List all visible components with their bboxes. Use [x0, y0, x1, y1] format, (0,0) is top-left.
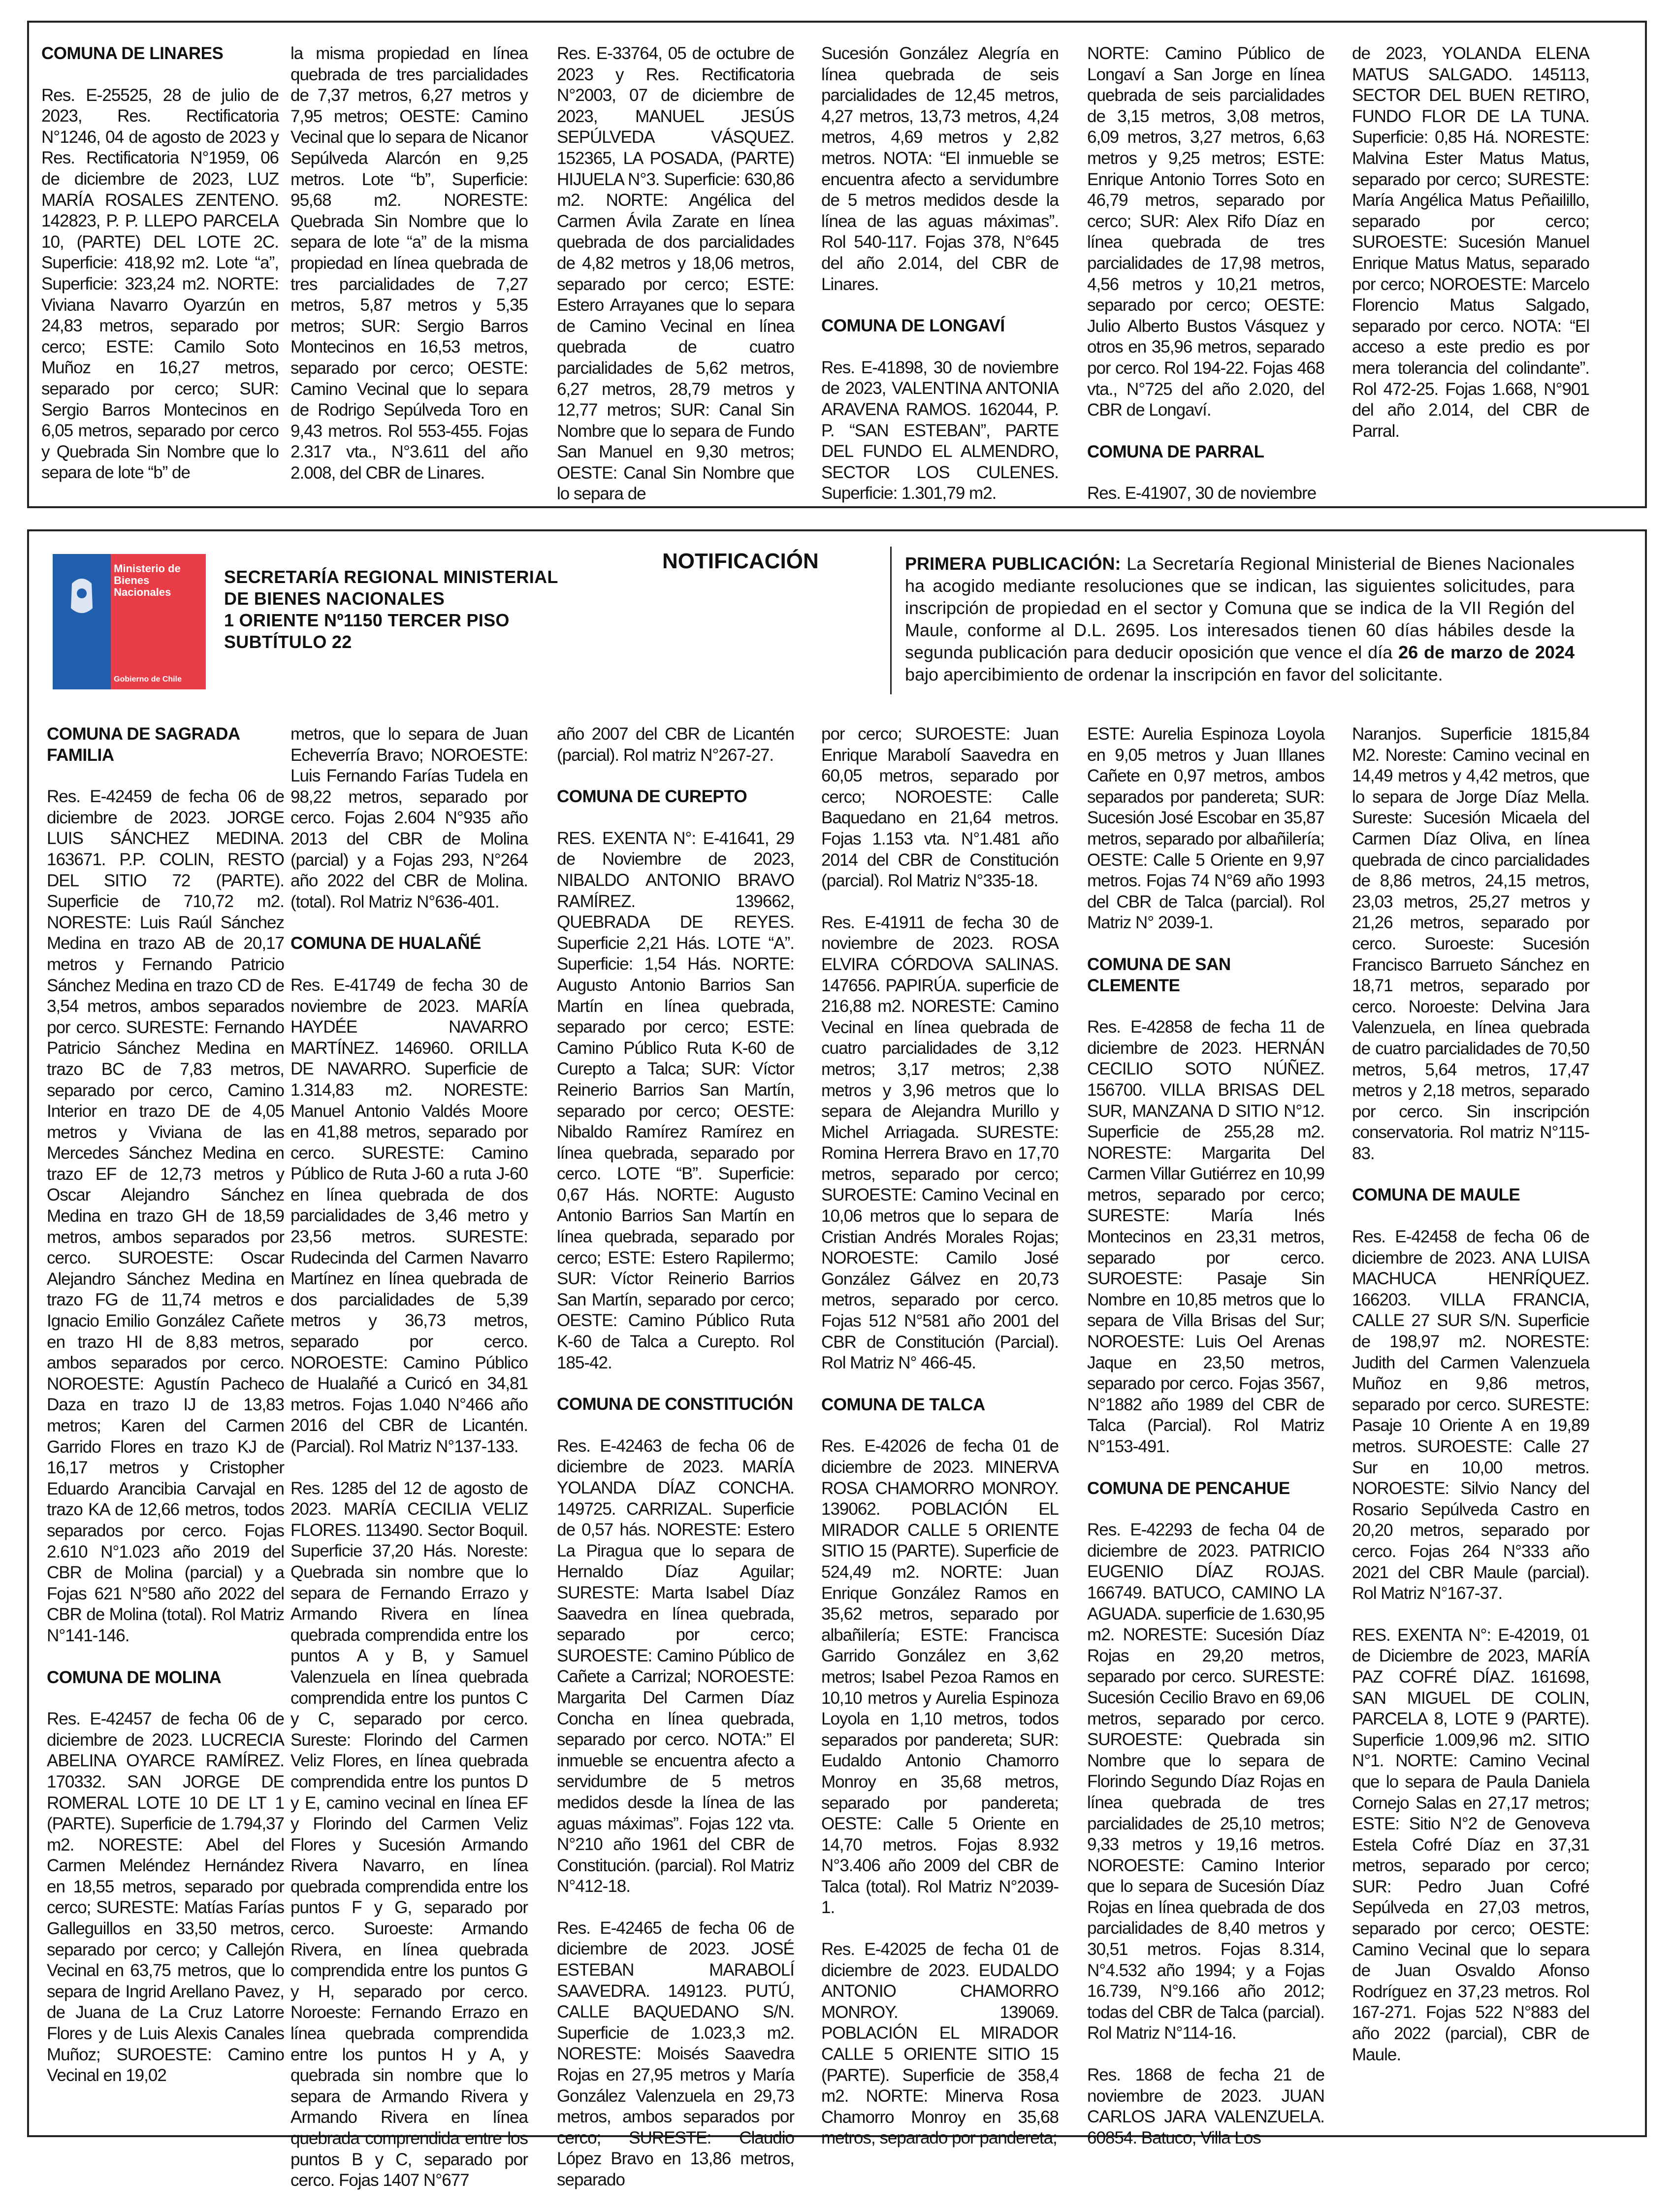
resolution-entry: Res. E-41907, 30 de noviembre — [1087, 484, 1317, 503]
top-column — [290, 43, 528, 504]
bottom-column — [1087, 724, 1324, 2169]
bottom-column — [47, 724, 284, 2107]
resolution-entry: año 2007 del CBR de Licantén (parcial). Rol matriz N°267-27. — [557, 724, 794, 765]
resolution-entry: Res. E-41749 de fecha 30 de noviembre de 2023. MARÍA HAYDÉE NAVARRO MARTÍNEZ. 146960. ORILLA DE NAVARRO. Superficie de 1.314,83 m2. NORESTE: Manuel Antonio Valdés Moore en 41,88 metros, separado por cerco. SURESTE: Camino Público de Ruta J-60 a ruta J-60 en línea quebrada de dos parcialidades de 3,46 metro y 23,56 metros. SURESTE: Rudecinda del Carmen Navarro Martínez en línea quebrada de dos parcialidades de 5,39 metros y 36,73 metros, separado por cerco. NOROESTE: Camino Público de Hualañé a Curicó en 34,81 metros. Fojas 1.040 N°466 año 2016 del CBR de Licantén. (Parcial). Rol Matriz N°137-133. — [290, 975, 528, 1456]
bottom-column — [557, 724, 794, 2212]
bottom-column — [821, 724, 1059, 2170]
issuer-line: 1 ORIENTE Nº1150 TERCER PISO — [224, 610, 510, 630]
notification-heading: NOTIFICACIÓN — [662, 549, 819, 573]
resolution-entry: Res. E-42458 de fecha 06 de diciembre de 2023. ANA LUISA MACHUCA HENRÍQUEZ. 166203. VILLA FRANCIA, CALLE 27 SUR S/N. Superficie de 198,97 m2. NORESTE: Judith del Carmen Valenzuela Muñoz en 9,86 metros, separado por cerco. SURESTE: Pasaje 10 Oriente A en 19,89 metros. SUROESTE: Calle 27 Sur en 10,00 metros. NOROESTE: Silvio Nancy del Rosario Sepúlveda Castro en 20,20 metros, separado por cerco. Fojas 264 N°333 año 2021 del CBR Maule (parcial). Rol Matriz N°167-37. — [1352, 1227, 1589, 1603]
resolution-entry: Res. E-25525, 28 de julio de 2023, Res. Rectificatoria N°1246, 04 de agosto de 2023 y Res. Rectificatoria N°1959, 06 de diciembre de 2023, LUZ MARÍA ROSALES ZENTENO. 142823, P. P. LLEPO PARCELA 10, (PARTE) DEL LOTE 2C. Superficie: 418,92 m2. Lote “a”, Superficie: 323,24 m2. NORTE: Viviana Navarro Oyarzún en 24,83 metros, separado por cerco; ESTE: Camilo Soto Muñoz en 16,27 metros, separado por cerco; SUR: Sergio Barros Montecinos en 6,05 metros, separado por cerco y Quebrada Sin Nombre que lo separa de lote “b” de — [41, 85, 279, 483]
comuna-heading: COMUNA DE SAN CLEMENTE — [1087, 954, 1231, 995]
comuna-heading: COMUNA DE TALCA — [821, 1395, 985, 1414]
ministry-logo — [53, 554, 206, 689]
top-column — [821, 43, 1059, 525]
resolution-entry: Res. E-33764, 05 de octubre de 2023 y Res. Rectificatoria N°2003, 07 de diciembre de 2023, MANUEL JESÚS SEPÚLVEDA VÁSQUEZ. 152365, LA POSADA, (PARTE) HIJUELA N°3. Superficie: 630,86 m2. NORTE: Angélica del Carmen Ávila Zarate en línea quebrada de dos parcialidades de 4,82 metros y 18,06 metros, separado por cerco; ESTE: Estero Arrayanes que lo separa de Camino Vecinal en línea quebrada de cuatro parcialidades de 5,62 metros, 6,27 metros, 28,79 metros y 12,77 metros; SUR: Canal Sin Nombre que lo separa de Fundo San Manuel en 9,30 metros; OESTE: Canal Sin Nombre que lo separa de — [557, 44, 794, 504]
resolution-entry: Res. E-42457 de fecha 06 de diciembre de 2023. LUCRECIA ABELINA OYARCE RAMÍREZ. 170332. SAN JORGE DE ROMERAL LOTE 10 DE LT 1 (PARTE). Superficie de 1.794,37 m2. NORESTE: Abel del Carmen Meléndez Hernández en 18,55 metros, separado por cerco; SURESTE: Matías Farías Galleguillos en 33,50 metros, separado por cerco; y Callejón Vecinal en 63,75 metros, que lo separa de Ingrid Arellano Pavez, de Juana de La Cruz Latorre Flores y de Luis Alexis Canales Muñoz; SUROESTE: Camino Vecinal en 19,02 — [47, 1709, 284, 2085]
bottom-column — [290, 724, 528, 2212]
intro-text: bajo apercibimiento de ordenar la inscripción en favor del solicitante. — [905, 664, 1443, 684]
top-column — [41, 43, 279, 504]
top-column — [557, 43, 794, 525]
comuna-heading: COMUNA DE HUALAÑÉ — [290, 934, 481, 953]
resolution-entry: por cerco; SUROESTE: Juan Enrique Marabolí Saavedra en 60,05 metros, separado por cerco; NOROESTE: Calle Baquedano en 21,64 metros. Fojas 1.153 vta. N°1.481 año 2014 del CBR de Constitución (parcial). Rol Matriz N°335-18. — [821, 724, 1059, 891]
bottom-column — [1352, 724, 1589, 2086]
comuna-heading: COMUNA DE PARRAL — [1087, 442, 1264, 461]
resolution-entry: de 2023, YOLANDA ELENA MATUS SALGADO. 145113, SECTOR DEL BUEN RETIRO, FUNDO FLOR DE LA TUNA. Superficie: 0,85 Há. NORESTE: Malvina Ester Matus Matus, separado por cerco; SURESTE: María Angélica Matus Peñailillo, separado por cerco; SUROESTE: Sucesión Manuel Enrique Matus Matus, separado por cerco; NOROESTE: Marcelo Florencio Matus Salgado, separado por cerco. NOTA: “El acceso a este predio es por mera tolerancia del colindante”. Rol 472-25. Fojas 1.668, N°901 del año 2.014, del CBR de Parral. — [1352, 44, 1589, 441]
resolution-entry: ESTE: Aurelia Espinoza Loyola en 9,05 metros y Juan Illanes Cañete en 0,97 metros, ambos separados por pandereta; SUR: Sucesión José Escobar en 35,87 metros, separado por albañilería; OESTE: Calle 5 Oriente en 9,97 metros. Fojas 74 N°69 año 1993 del CBR de Talca (parcial). Rol Matriz N° 2039-1. — [1087, 724, 1324, 933]
comuna-heading: COMUNA DE SAGRADA FAMILIA — [47, 724, 240, 765]
comuna-heading: COMUNA DE MOLINA — [47, 1667, 222, 1687]
resolution-entry: Res. 1285 del 12 de agosto de 2023. MARÍA CECILIA VELIZ FLORES. 113490. Sector Boquil. Superficie 37,20 Hás. Noreste: Quebrada sin nombre que lo separa de Fernando Errazo y Armando Rivera en línea quebrada comprendida entre los puntos A y B, y Samuel Valenzuela en línea quebrada comprendida entre los puntos C y C, separado por cerco. Sureste: Florindo del Carmen Veliz Flores, en línea quebrada comprendida entre los puntos D y E, camino vecinal en línea EF y Florindo del Carmen Veliz Flores y Sucesión Armando Rivera Navarro, en línea quebrada comprendida entre los puntos F y G, separado por cerco. Suroeste: Armando Rivera, en línea quebrada comprendida entre los puntos G y H, separado por cerco. Noroeste: Fernando Errazo en línea quebrada comprendida entre los puntos H y A, y quebrada sin nombre que lo separa de Armando Rivera y Armando Rivera en línea quebrada comprendida entre los puntos B y C, separado por cerco. Fojas 1407 N°677 — [290, 1478, 528, 2190]
issuer-line: SUBTÍTULO 22 — [224, 632, 352, 652]
resolution-entry: metros, que lo separa de Juan Echeverría Bravo; NOROESTE: Luis Fernando Farías Tudela en 98,22 metros, separado por cerco. Fojas 2.604 N°935 año 2013 del CBR de Molina (parcial) y a Fojas 293, N°264 año 2022 del CBR de Molina. (total). Rol Matriz N°636-401. — [290, 724, 528, 911]
resolution-entry: Res. 1868 de fecha 21 de noviembre de 2023. JUAN CARLOS JARA VALENZUELA. 60854. Batuco, Villa Los — [1087, 2065, 1324, 2147]
issuer-line: SECRETARÍA REGIONAL MINISTERIAL — [224, 567, 558, 587]
intro-emphasis: 26 de marzo de 2024 — [1398, 642, 1575, 662]
resolution-entry: Res. E-42463 de fecha 06 de diciembre de 2023. MARÍA YOLANDA DÍAZ CONCHA. 149725. CARRIZAL. Superficie de 0,57 hás. NORESTE: Estero La Piragua que lo separa de Hernaldo Díaz Aguilar; SURESTE: Marta Isabel Díaz Saavedra en línea quebrada, separado por cerco; SUROESTE: Camino Público de Cañete a Carrizal; NOROESTE: Margarita Del Carmen Díaz Concha en línea quebrada, separado por cerco. NOTA:” El inmueble se encuentra afecto a servidumbre de 5 metros medidos desde la línea de las aguas máximas”. Fojas 122 vta. N°210 año 1961 del CBR de Constitución. (parcial). Rol Matriz N°412-18. — [557, 1436, 794, 1896]
comuna-heading: COMUNA DE MAULE — [1352, 1185, 1520, 1205]
logo-text: Ministerio de Bienes Nacionales — [114, 562, 181, 598]
resolution-entry: Res. E-42293 de fecha 04 de diciembre de 2023. PATRICIO EUGENIO DÍAZ ROJAS. 166749. BATUCO, CAMINO LA AGUADA. superficie de 1.630,95 m2. NORESTE: Sucesión Díaz Rojas en 29,20 metros, separado por cerco. SURESTE: Sucesión Cecilio Bravo en 69,06 metros, separado por cerco. SUROESTE: Quebrada sin Nombre que lo separa de Florindo Segundo Díaz Rojas en línea quebrada de tres parcialidades de 25,10 metros; 9,33 metros y 19,16 metros. NOROESTE: Camino Interior que lo separa de Sucesión Díaz Rojas en línea quebrada de dos parcialidades de 8,40 metros y 30,51 metros. Fojas 8.314, N°4.532 año 1994; y a Fojas 16.739, N°9.166 año 2012; todas del CBR de Talca (parcial). Rol Matriz N°114-16. — [1087, 1520, 1324, 2043]
resolution-entry: NORTE: Camino Público de Longaví a San Jorge en línea quebrada de seis parcialidades de 3,15 metros, 3,08 metros, 6,09 metros, 3,27 metros, 6,63 metros y 9,25 metros; ESTE: Enrique Antonio Torres Soto en 46,79 metros, separado por cerco; SUR: Alex Rifo Díaz en línea quebrada de tres parcialidades de 17,98 metros, 4,56 metros y 10,21 metros, separado por cerco; OESTE: Julio Alberto Bustos Vásquez y otros en 35,96 metros, separado por cerco. Rol 194-22. Fojas 468 vta., N°725 del año 2.020, del CBR de Longaví. — [1087, 44, 1324, 420]
resolution-entry: Res. E-42858 de fecha 11 de diciembre de 2023. HERNÁN CECILIO SOTO NÚÑEZ. 156700. VILLA BRISAS DEL SUR, MANZANA D SITIO N°12. Superficie de 255,28 m2. NORESTE: Margarita Del Carmen Villar Gutiérrez en 10,99 metros, separado por cerco; SURESTE: María Inés Montecinos en 23,31 metros, separado por cerco. SUROESTE: Pasaje Sin Nombre en 10,85 metros que lo separa de Villa Brisas del Sur; NOROESTE: Luis Oel Arenas Jaque en 23,50 metros, separado por cerco. Fojas 3567, N°1882 año 1989 del CBR de Talca (Parcial). Rol Matriz N°153-491. — [1087, 1017, 1324, 1456]
comuna-heading: COMUNA DE LONGAVÍ — [821, 316, 1005, 336]
intro-emphasis: PRIMERA PUBLICACIÓN: — [905, 553, 1121, 574]
logo-footer: Gobierno de Chile — [114, 675, 182, 683]
resolution-entry: RES. EXENTA N°: E-42019, 01 de Diciembre de 2023, MARÍA PAZ COFRÉ DÍAZ. 161698, SAN MIGUEL DE COLIN, PARCELA 8, LOTE 9 (PARTE). Superficie 1.009,96 m2. SITIO N°1. NORTE: Camino Vecinal que lo separa de Paula Daniela Cornejo Salas en 27,17 metros; ESTE: Sitio N°2 de Genoveva Estela Cofré Díaz en 37,31 metros, separado por cerco; SUR: Pedro Juan Cofré Sepúlveda en 27,03 metros, separado por cerco; OESTE: Camino Vecinal que lo separa de Juan Osvaldo Afonso Rodríguez en 37,23 metros. Rol 167-271. Fojas 522 N°883 del año 2022 (parcial), CBR de Maule. — [1352, 1625, 1589, 2064]
resolution-entry: Res. E-42465 de fecha 06 de diciembre de 2023. JOSÉ ESTEBAN MARABOLÍ SAAVEDRA. 149123. PUTÚ, CALLE BAQUEDANO S/N. Superficie de 1.023,3 m2. NORESTE: Moisés Saavedra Rojas en 27,95 metros y María González Valenzuela en 29,73 metros, ambos separados por cerco; SURESTE: Claudio López Bravo en 13,86 metros, separado — [557, 1918, 794, 2189]
resolution-entry: Res. E-41898, 30 de noviembre de 2023, VALENTINA ANTONIA ARAVENA RAMOS. 162044, P. P. “SAN ESTEBAN”, PARTE DEL FUNDO EL ALMENDRO, SECTOR LOS CULENES. Superficie: 1.301,79 m2. — [821, 358, 1059, 503]
coat-of-arms-icon — [53, 554, 111, 689]
resolution-entry: Res. E-41911 de fecha 30 de noviembre de 2023. ROSA ELVIRA CÓRDOVA SALINAS. 147656. PAPIRÚA. superficie de 216,88 m2. NORESTE: Camino Vecinal en línea quebrada de cuatro parcialidades de 3,12 metros; 3,17 metros; 2,38 metros y 3,96 metros que lo separa de Alejandra Murillo y Michel Arriagada. SURESTE: Romina Herrera Bravo en 17,70 metros, separado por cerco; SUROESTE: Camino Vecinal en 10,06 metros que lo separa de Cristian Andrés Morales Rojas; NOROESTE: Camilo José González Gálvez en 20,73 metros, separado por cerco. Fojas 512 N°581 año 2001 del CBR de Constitución (Parcial). Rol Matriz N° 466-45. — [821, 912, 1059, 1373]
top-column — [1087, 43, 1324, 525]
resolution-entry: Res. E-42026 de fecha 01 de diciembre de 2023. MINERVA ROSA CHAMORRO MONROY. 139062. POBLACIÓN EL MIRADOR CALLE 5 ORIENTE SITIO 15 (PARTE). Superficie de 524,49 m2. NORTE: Juan Enrique González Ramos en 35,62 metros, separado por albañilería; ESTE: Francisca Garrido González en 3,62 metros; Isabel Pezoa Ramos en 10,10 metros y Aurelia Espinoza Loyola en 1,10 metros, todos separados por pandereta; SUR: Eudaldo Antonio Chamorro Monroy en 35,68 metros, separado por pandereta; OESTE: Calle 5 Oriente en 14,70 metros. Fojas 8.932 N°3.406 año 2009 del CBR de Talca (total). Rol Matriz N°2039-1. — [821, 1436, 1059, 1918]
top-column — [1352, 43, 1589, 462]
publication-intro — [905, 553, 1575, 685]
resolution-entry: Res. E-42025 de fecha 01 de diciembre de 2023. EUDALDO ANTONIO CHAMORRO MONROY. 139069. POBLACIÓN EL MIRADOR CALLE 5 ORIENTE SITIO 15 (PARTE). Superficie de 358,4 m2. NORTE: Minerva Rosa Chamorro Monroy en 35,68 metros, separado por pandereta; — [821, 1940, 1059, 2148]
header-divider — [890, 547, 892, 694]
resolution-entry: la misma propiedad en línea quebrada de tres parcialidades de 7,37 metros, 6,27 metros y 7,95 metros; OESTE: Camino Vecinal que lo separa de Nicanor Sepúlveda Alarcón en 9,25 metros. Lote “b”, Superficie: 95,68 m2. NORESTE: Quebrada Sin Nombre que lo separa de lote “a” de la misma propiedad en línea quebrada de tres parcialidades de 7,27 metros, 5,87 metros y 5,35 metros; SUR: Sergio Barros Montecinos en 16,53 metros, separado por cerco; OESTE: Camino Vecinal que lo separa de Rodrigo Sepúlveda Toro en 9,43 metros. Rol 553-455. Fojas 2.317 vta., N°3.611 del año 2.008, del CBR de Linares. — [290, 44, 528, 483]
comuna-heading: COMUNA DE CONSTITUCIÓN — [557, 1395, 793, 1414]
comuna-heading: COMUNA DE PENCAHUE — [1087, 1478, 1290, 1498]
resolution-entry: RES. EXENTA N°: E-41641, 29 de Noviembre de 2023, NIBALDO ANTONIO BRAVO RAMÍREZ. 139662, QUEBRADA DE REYES. Superficie 2,21 Hás. LOTE “A”. Superficie: 1,54 Hás. NORTE: Augusto Antonio Barrios San Martín en línea quebrada, separado por cerco; ESTE: Camino Público Ruta K-60 de Curepto a Talca; SUR: Víctor Reinerio Barrios San Martín, separado por cerco; OESTE: Nibaldo Ramírez Ramírez en línea quebrada, separado por cerco. LOTE “B”. Superficie: 0,67 Hás. NORTE: Augusto Antonio Barrios San Martín en línea quebrada, separado por cerco; ESTE: Estero Rapilermo; SUR: Víctor Reinerio Barrios San Martín, separado por cerco; OESTE: Camino Público Ruta K-60 de Talca a Curepto. Rol 185-42. — [557, 828, 794, 1372]
resolution-entry: Naranjos. Superficie 1815,84 M2. Noreste: Camino vecinal en 14,49 metros y 4,42 metros, que lo separa de Jorge Díaz Mella. Sureste: Sucesión Micaela del Carmen Díaz Oliva, en línea quebrada de cinco parcialidades de 8,86 metros, 24,15 metros, 23,03 metros, 25,27 metros y 21,26 metros, separado por cerco. Suroeste: Sucesión Francisco Barrueto Sánchez en 18,71 metros, separado por cerco. Noroeste: Delvina Jara Valenzuela, en línea quebrada de cuatro parcialidades de 70,50 metros, 5,64 metros, 17,47 metros y 2,18 metros, separado por cerco. Sin inscripción conservatoria. Rol matriz N°115-83. — [1352, 724, 1589, 1163]
issuer-title — [224, 566, 558, 653]
intro-text: La Secretaría Regional Ministerial de Bienes Nacionales ha acogido mediante resoluciones que se indican, las siguientes solicitudes, para inscripción de propiedad en el sector y Comuna que se indica de la VII Región del Maule, conforme al D.L. 2695. Los interesados tienen 60 días hábiles desde la segunda publicación para deducir oposición que vence el día — [905, 553, 1575, 662]
resolution-entry: Sucesión González Alegría en línea quebrada de seis parcialidades de 12,45 metros, 4,27 metros, 13,73 metros, 4,24 metros, 4,69 metros y 2,82 metros. NOTA: “El inmueble se encuentra afecto a servidumbre de 5 metros medidos desde la línea de las aguas máximas”. Rol 540-117. Fojas 378, N°645 del año 2.014, del CBR de Linares. — [821, 44, 1059, 294]
issuer-line: DE BIENES NACIONALES — [224, 588, 445, 609]
comuna-heading: COMUNA DE CUREPTO — [557, 787, 747, 807]
resolution-entry: Res. E-42459 de fecha 06 de diciembre de 2023. JORGE LUIS SÁNCHEZ MEDINA. 163671. P.P. COLIN, RESTO DEL SITIO 72 (PARTE). Superficie de 710,72 m2. NORESTE: Luis Raúl Sánchez Medina en trazo AB de 20,17 metros y Fernando Patricio Sánchez Medina en trazo CD de 3,54 metros, ambos separados por cerco. SURESTE: Fernando Patricio Sánchez Medina en trazo BC de 7,83 metros, separado por cerco, Camino Interior en trazo DE de 4,05 metros y Viviana de las Mercedes Sánchez Medina en trazo EF de 12,73 metros y Oscar Alejandro Sánchez Medina en trazo GH de 18,59 metros, ambos separados por cerco. SUROESTE: Oscar Alejandro Sánchez Medina en trazo FG de 11,74 metros e Ignacio Emilio González Cañete en trazo HI de 8,83 metros, ambos separados por cerco. NOROESTE: Agustín Pacheco Daza en trazo IJ de 13,83 metros; Karen del Carmen Garrido Flores en trazo KJ de 16,17 metros y Cristopher Eduardo Arancibia Carvajal en trazo KA de 12,66 metros, todos separados por cerco. Fojas 2.610 N°1.023 año 2019 del CBR de Molina (parcial) y a Fojas 621 N°580 año 2022 del CBR de Molina (total). Rol Matriz N°141-146. — [47, 787, 284, 1645]
comuna-heading: COMUNA DE LINARES — [41, 44, 224, 63]
